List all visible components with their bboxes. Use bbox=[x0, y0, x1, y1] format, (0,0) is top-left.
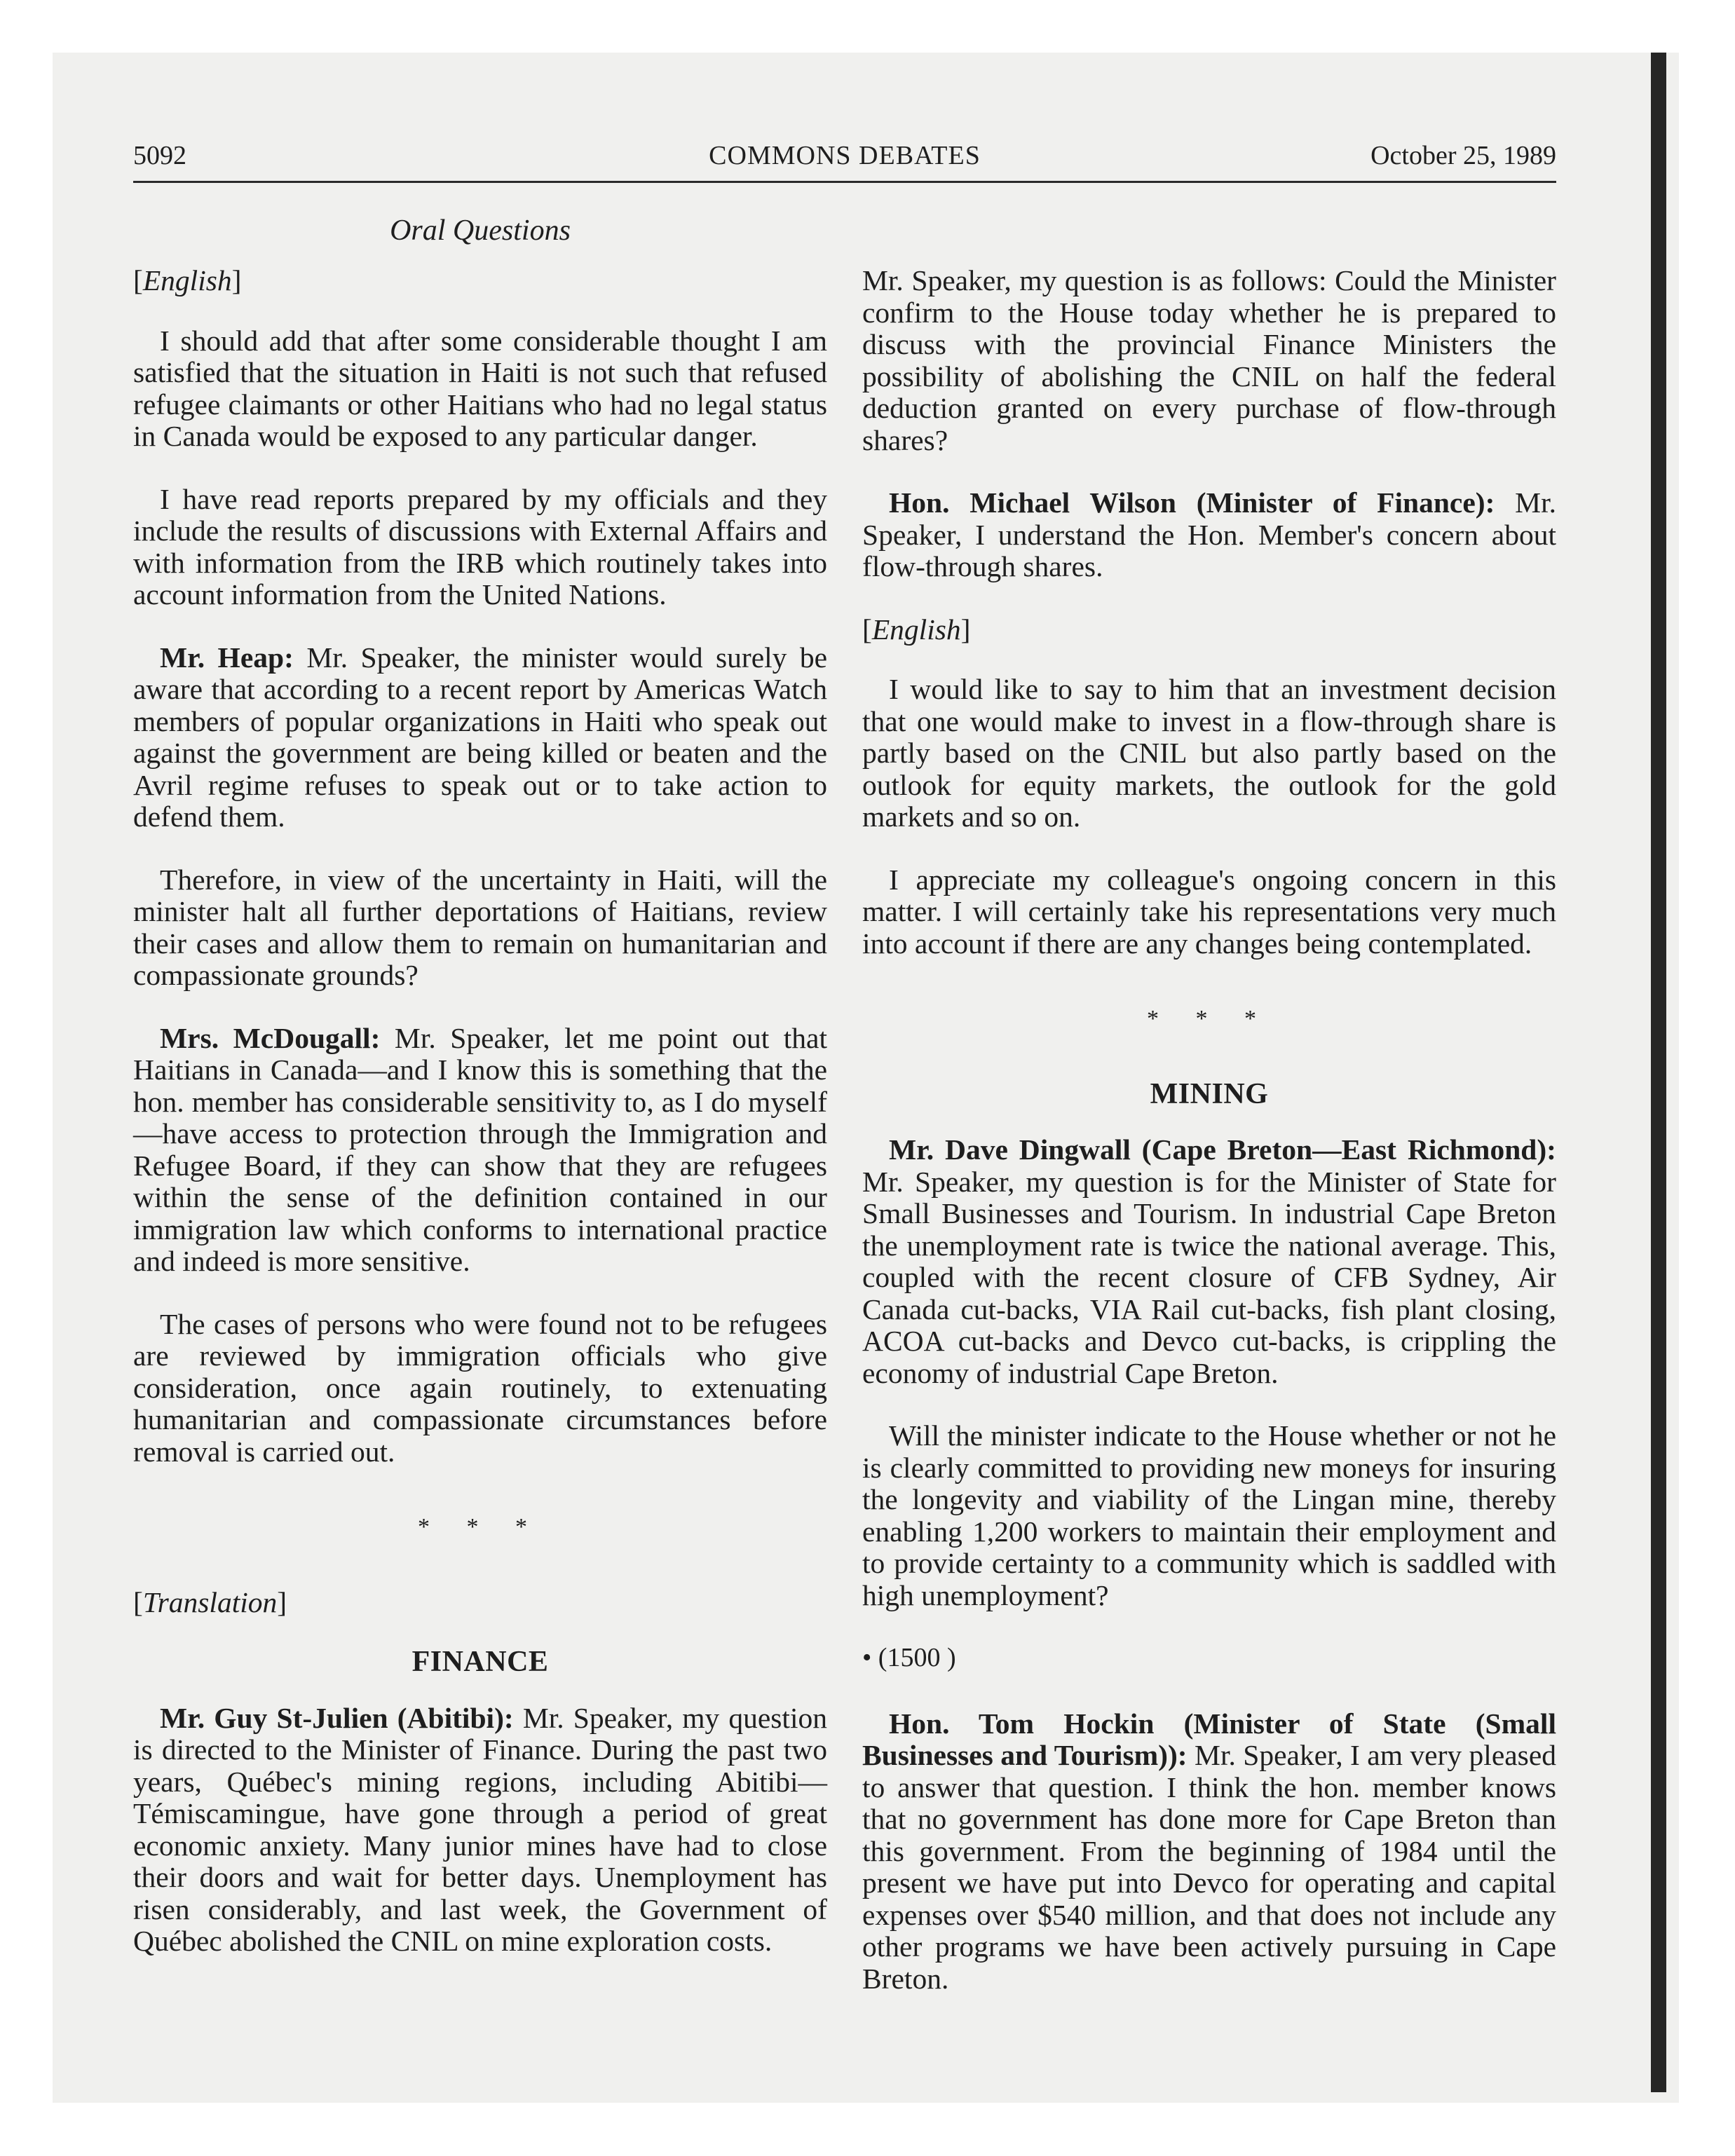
page-number: 5092 bbox=[133, 141, 186, 170]
left-column bbox=[133, 265, 827, 1988]
issue-date: October 25, 1989 bbox=[1370, 141, 1556, 170]
speaker-name: Hon. Michael Wilson (Minister of Finance): bbox=[889, 486, 1495, 519]
section-heading: Oral Questions bbox=[390, 214, 571, 247]
speaker-name: Mr. Dave Dingwall (Cape Breton—East Richmond): bbox=[889, 1133, 1556, 1166]
language-tag-english: [English] bbox=[133, 264, 242, 296]
paragraph: Therefore, in view of the uncertainty in Haiti, will the minister halt all further deportations of Haitians, review their cases and allow them to remain on humanitarian and compassionate grounds? bbox=[133, 863, 827, 991]
paragraph: Mr. Speaker, my question is as follows: Could the Minister confirm to the House today whether he is prepared to discuss with the provincial Finance Ministers the possibility of abolishing the CNIL on half the federal deduction granted on every purchase of flow-through shares? bbox=[862, 264, 1556, 456]
language-tag-translation: [Translation] bbox=[133, 1585, 287, 1618]
language-tag-english: [English] bbox=[862, 613, 971, 646]
scan-edge-shadow bbox=[1651, 53, 1666, 2092]
speaker-name: Hon. Tom Hockin (Minister of State (Small Businesses and Tourism)): bbox=[862, 1707, 1556, 1771]
paragraph: Mr. Heap: Mr. Speaker, the minister would surely be aware that according to a recent report by Americas Watch members of popular organizations in Haiti who speak out against the government are being killed or beaten and the Avril regime refuses to speak out or to take action to defend them. bbox=[133, 641, 827, 833]
timestamp: • (1500 ) bbox=[862, 1643, 956, 1672]
paragraph: Will the minister indicate to the House whether or not he is clearly committed to providing new moneys for insuring the longevity and viability of the Lingan mine, thereby enabling 1,200 workers to maintain their employment and to provide certainty to a community which is saddled with high unemployment? bbox=[862, 1419, 1556, 1611]
heading-mining: MINING bbox=[1150, 1077, 1269, 1110]
heading-finance: FINANCE bbox=[411, 1646, 549, 1678]
paragraph: The cases of persons who were found not to be refugees are reviewed by immigration officials who give consideration, once again routinely, to extenuating humanitarian and compassionate circumstances before removal is carried out. bbox=[133, 1307, 827, 1468]
publication-title: COMMONS DEBATES bbox=[709, 141, 981, 170]
speaker-name: Mrs. McDougall: bbox=[160, 1021, 381, 1054]
right-column bbox=[862, 265, 1556, 2026]
paragraph: Hon. Tom Hockin (Minister of State (Small Businesses and Tourism)): Mr. Speaker, I am very pleased to answer that question. I think the hon. member knows that no government has done more for Cape Breton than this government. From the beginning of 1984 until the present we have put into Devco for operating and capital expenses over $540 million, and that does not include any other programs we have been actively pursuing in Cape Breton. bbox=[862, 1707, 1556, 1995]
header-rule bbox=[133, 181, 1556, 183]
section-separator: * * * bbox=[418, 1514, 543, 1540]
paragraph: I should add that after some considerable thought I am satisfied that the situation in Haiti is not such that refused refugee claimants or other Haitians who had no legal status in Canada would be exposed to any particular danger. bbox=[133, 324, 827, 452]
paragraph: Hon. Michael Wilson (Minister of Finance): Mr. Speaker, I understand the Hon. Member's concern about flow-through shares. bbox=[862, 486, 1556, 582]
paragraph: I have read reports prepared by my officials and they include the results of discussions with External Affairs and with information from the IRB which routinely takes into account information from the United Nations. bbox=[133, 482, 827, 610]
paragraph: Mr. Dave Dingwall (Cape Breton—East Richmond): Mr. Speaker, my question is for the Minister of State for Small Businesses and Tourism. In industrial Cape Breton the unemployment rate is twice the national average. This, coupled with the recent closure of CFB Sydney, Air Canada cut-backs, VIA Rail cut-backs, fish plant closing, ACOA cut-backs and Devco cut-backs, is crippling the economy of industrial Cape Breton. bbox=[862, 1133, 1556, 1389]
paragraph: I appreciate my colleague's ongoing concern in this matter. I will certainly take his representations very much into account if there are any changes being contemplated. bbox=[862, 863, 1556, 960]
paragraph: Mrs. McDougall: Mr. Speaker, let me point out that Haitians in Canada—and I know this is something that the hon. member has considerable sensitivity to, as I do myself—have access to protection through the Immigration and Refugee Board, if they can show that they are refugees within the sense of the definition contained in our immigration law which conforms to international practice and indeed is more sensitive. bbox=[133, 1021, 827, 1277]
running-header bbox=[133, 140, 1556, 182]
paragraph: Mr. Guy St-Julien (Abitibi): Mr. Speaker, my question is directed to the Minister of Finance. During the past two years, Québec's mining regions, including Abitibi—Témiscamingue, have gone through a period of great economic anxiety. Many junior mines have had to close their doors and wait for better days. Unemployment has risen considerably, and last week, the Government of Québec abolished the CNIL on mine exploration costs. bbox=[133, 1701, 827, 1957]
section-separator: * * * bbox=[1147, 1006, 1272, 1032]
paragraph: I would like to say to him that an investment decision that one would make to invest in a flow-through share is partly based on the CNIL but also partly based on the outlook for equity markets, the outlook for the gold markets and so on. bbox=[862, 673, 1556, 833]
speaker-name: Mr. Heap: bbox=[160, 641, 294, 674]
speaker-name: Mr. Guy St-Julien (Abitibi): bbox=[160, 1701, 514, 1734]
